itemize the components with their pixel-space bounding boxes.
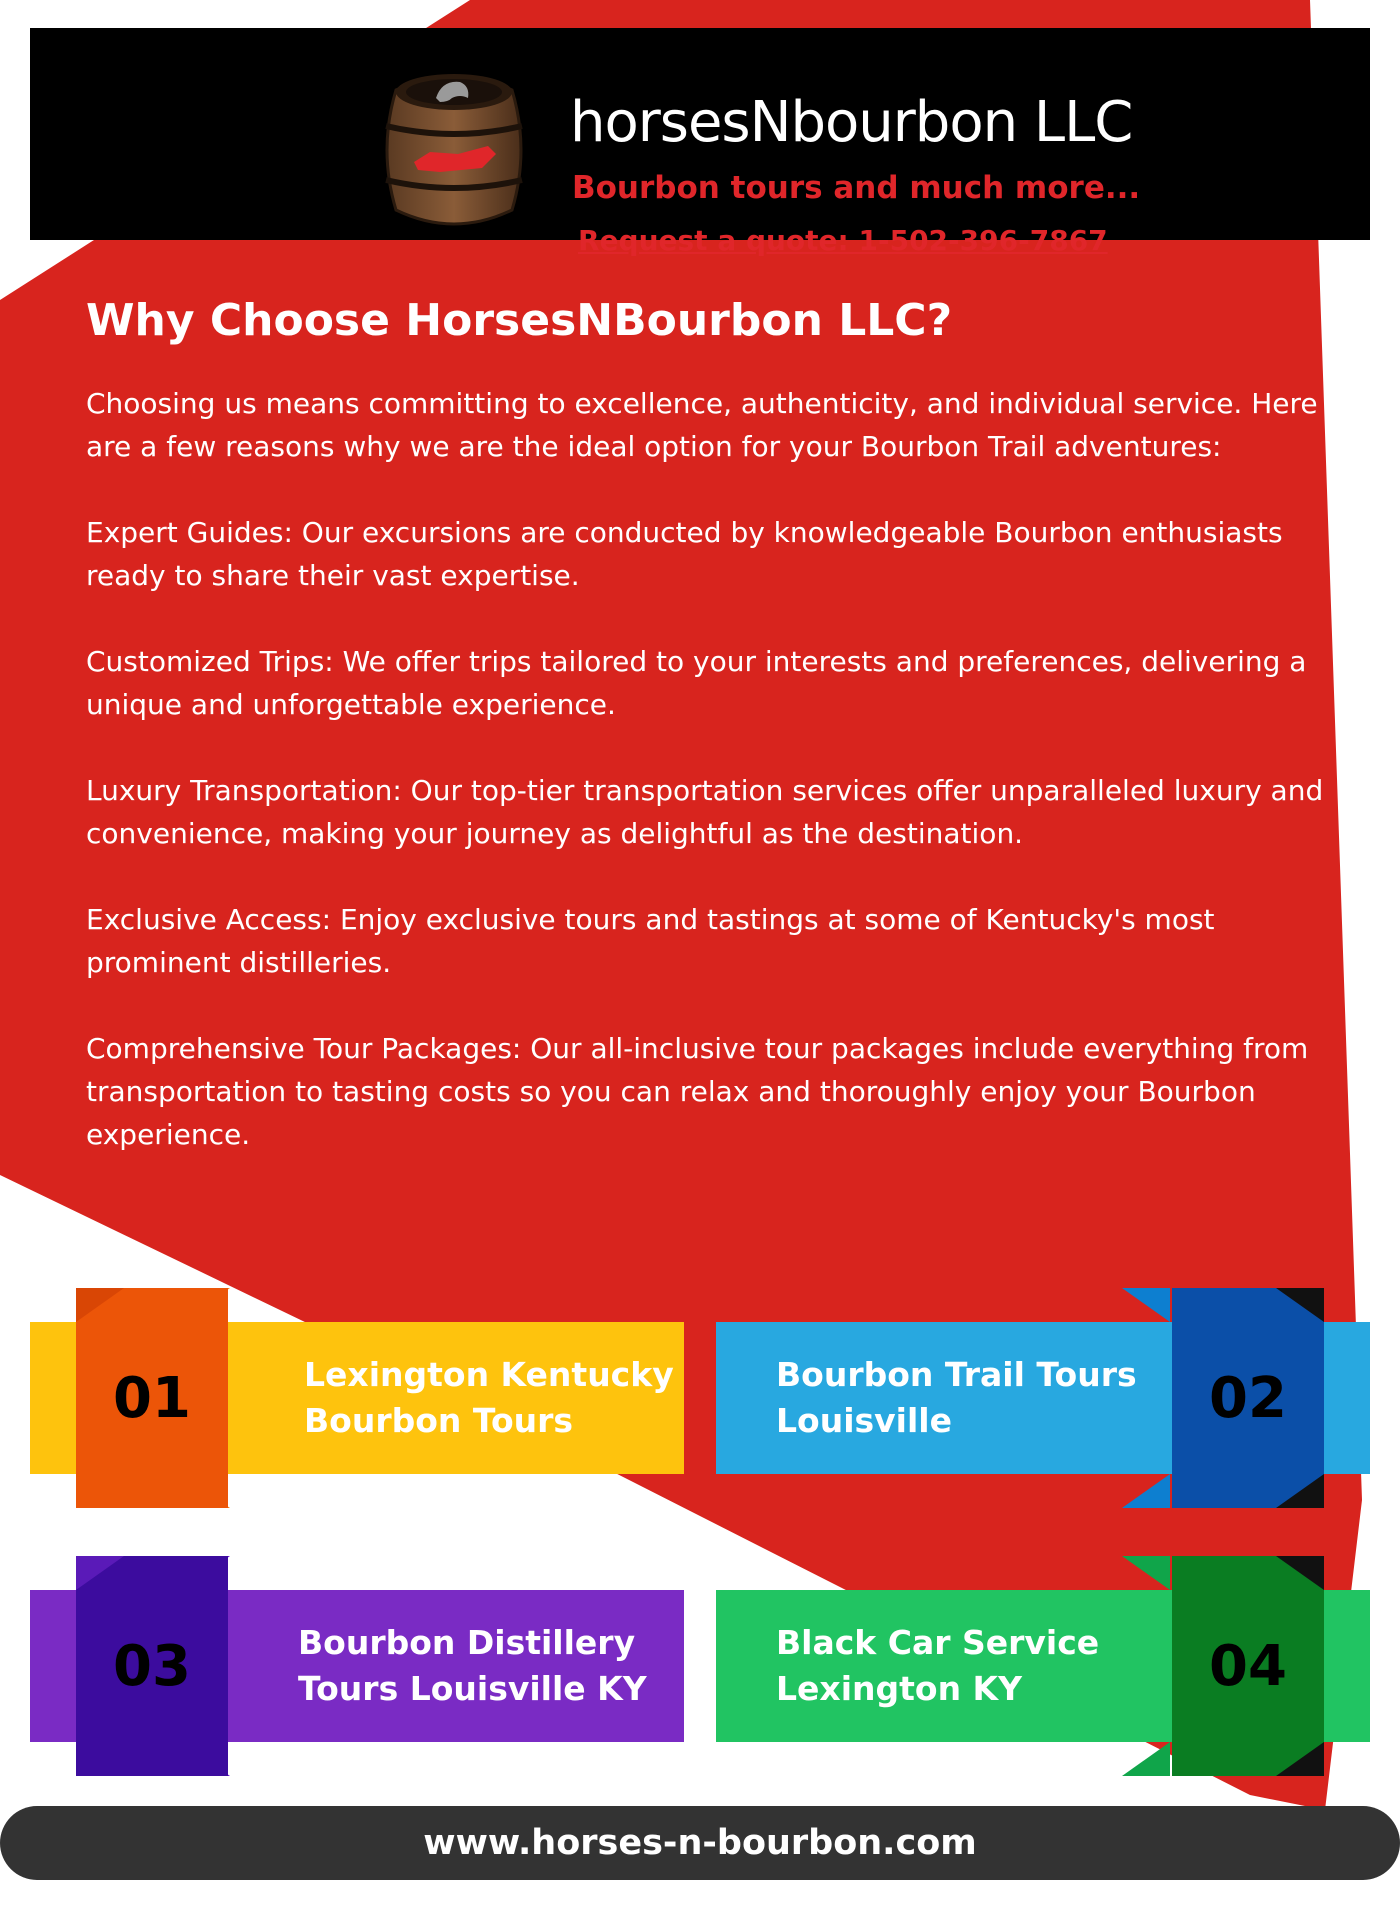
card-number: 02 [1209,1365,1287,1431]
card-number: 04 [1209,1633,1287,1699]
page-title: Why Choose HorsesNBourbon LLC? [86,295,953,346]
card-lexington-bourbon-tours[interactable] [30,1288,684,1508]
reason-luxury-transportation: Luxury Transportation: Our top-tier transportation services offer unparalleled luxury and convenience, making your journey as delightful as the destination. [86,774,1324,850]
card-bourbon-trail-louisville[interactable] [716,1288,1370,1508]
card-label: Black Car Service Lexington KY [776,1623,1100,1708]
card-number: 03 [113,1633,191,1699]
bourbon-barrel-horse-icon [378,68,530,231]
header-banner [30,28,1370,257]
reason-customized-trips: Customized Trips: We offer trips tailored to your interests and preferences, delivering a unique and unforgettable experience. [86,645,1307,721]
footer-url: www.horses-n-bourbon.com [423,1823,977,1863]
footer-website-link[interactable] [0,1806,1400,1880]
card-fold [1122,1288,1170,1322]
card-label: Lexington Kentucky Bourbon Tours [304,1355,674,1440]
brand-tagline: Bourbon tours and much more... [572,170,1141,206]
reasons-content [86,382,1346,1199]
card-fold [1122,1474,1170,1508]
intro-paragraph: Choosing us means committing to excellence, authenticity, and individual service. Here are a few reasons why we are the ideal option for your Bourbon Trail adventures: [86,387,1318,463]
brand-title: horsesNbourbon LLC [570,90,1133,155]
card-label: Bourbon Distillery Tours Louisville KY [298,1623,647,1708]
reason-tour-packages: Comprehensive Tour Packages: Our all-inclusive tour packages include everything from transportation to tasting costs so you can relax and thoroughly enjoy your Bourbon experience. [86,1032,1309,1151]
card-black-car-lexington[interactable] [716,1556,1370,1776]
card-label: Bourbon Trail Tours Louisville [776,1355,1137,1440]
card-distillery-tours-louisville[interactable] [30,1556,684,1776]
card-number: 01 [113,1365,191,1431]
reason-expert-guides: Expert Guides: Our excursions are conducted by knowledgeable Bourbon enthusiasts ready to share their vast expertise. [86,516,1283,592]
request-quote-link[interactable]: Request a quote: 1-502-396-7867 [578,224,1108,257]
reason-exclusive-access: Exclusive Access: Enjoy exclusive tours and tastings at some of Kentucky's most prominent distilleries. [86,903,1215,979]
card-fold [1122,1556,1170,1590]
card-fold [1122,1742,1170,1776]
